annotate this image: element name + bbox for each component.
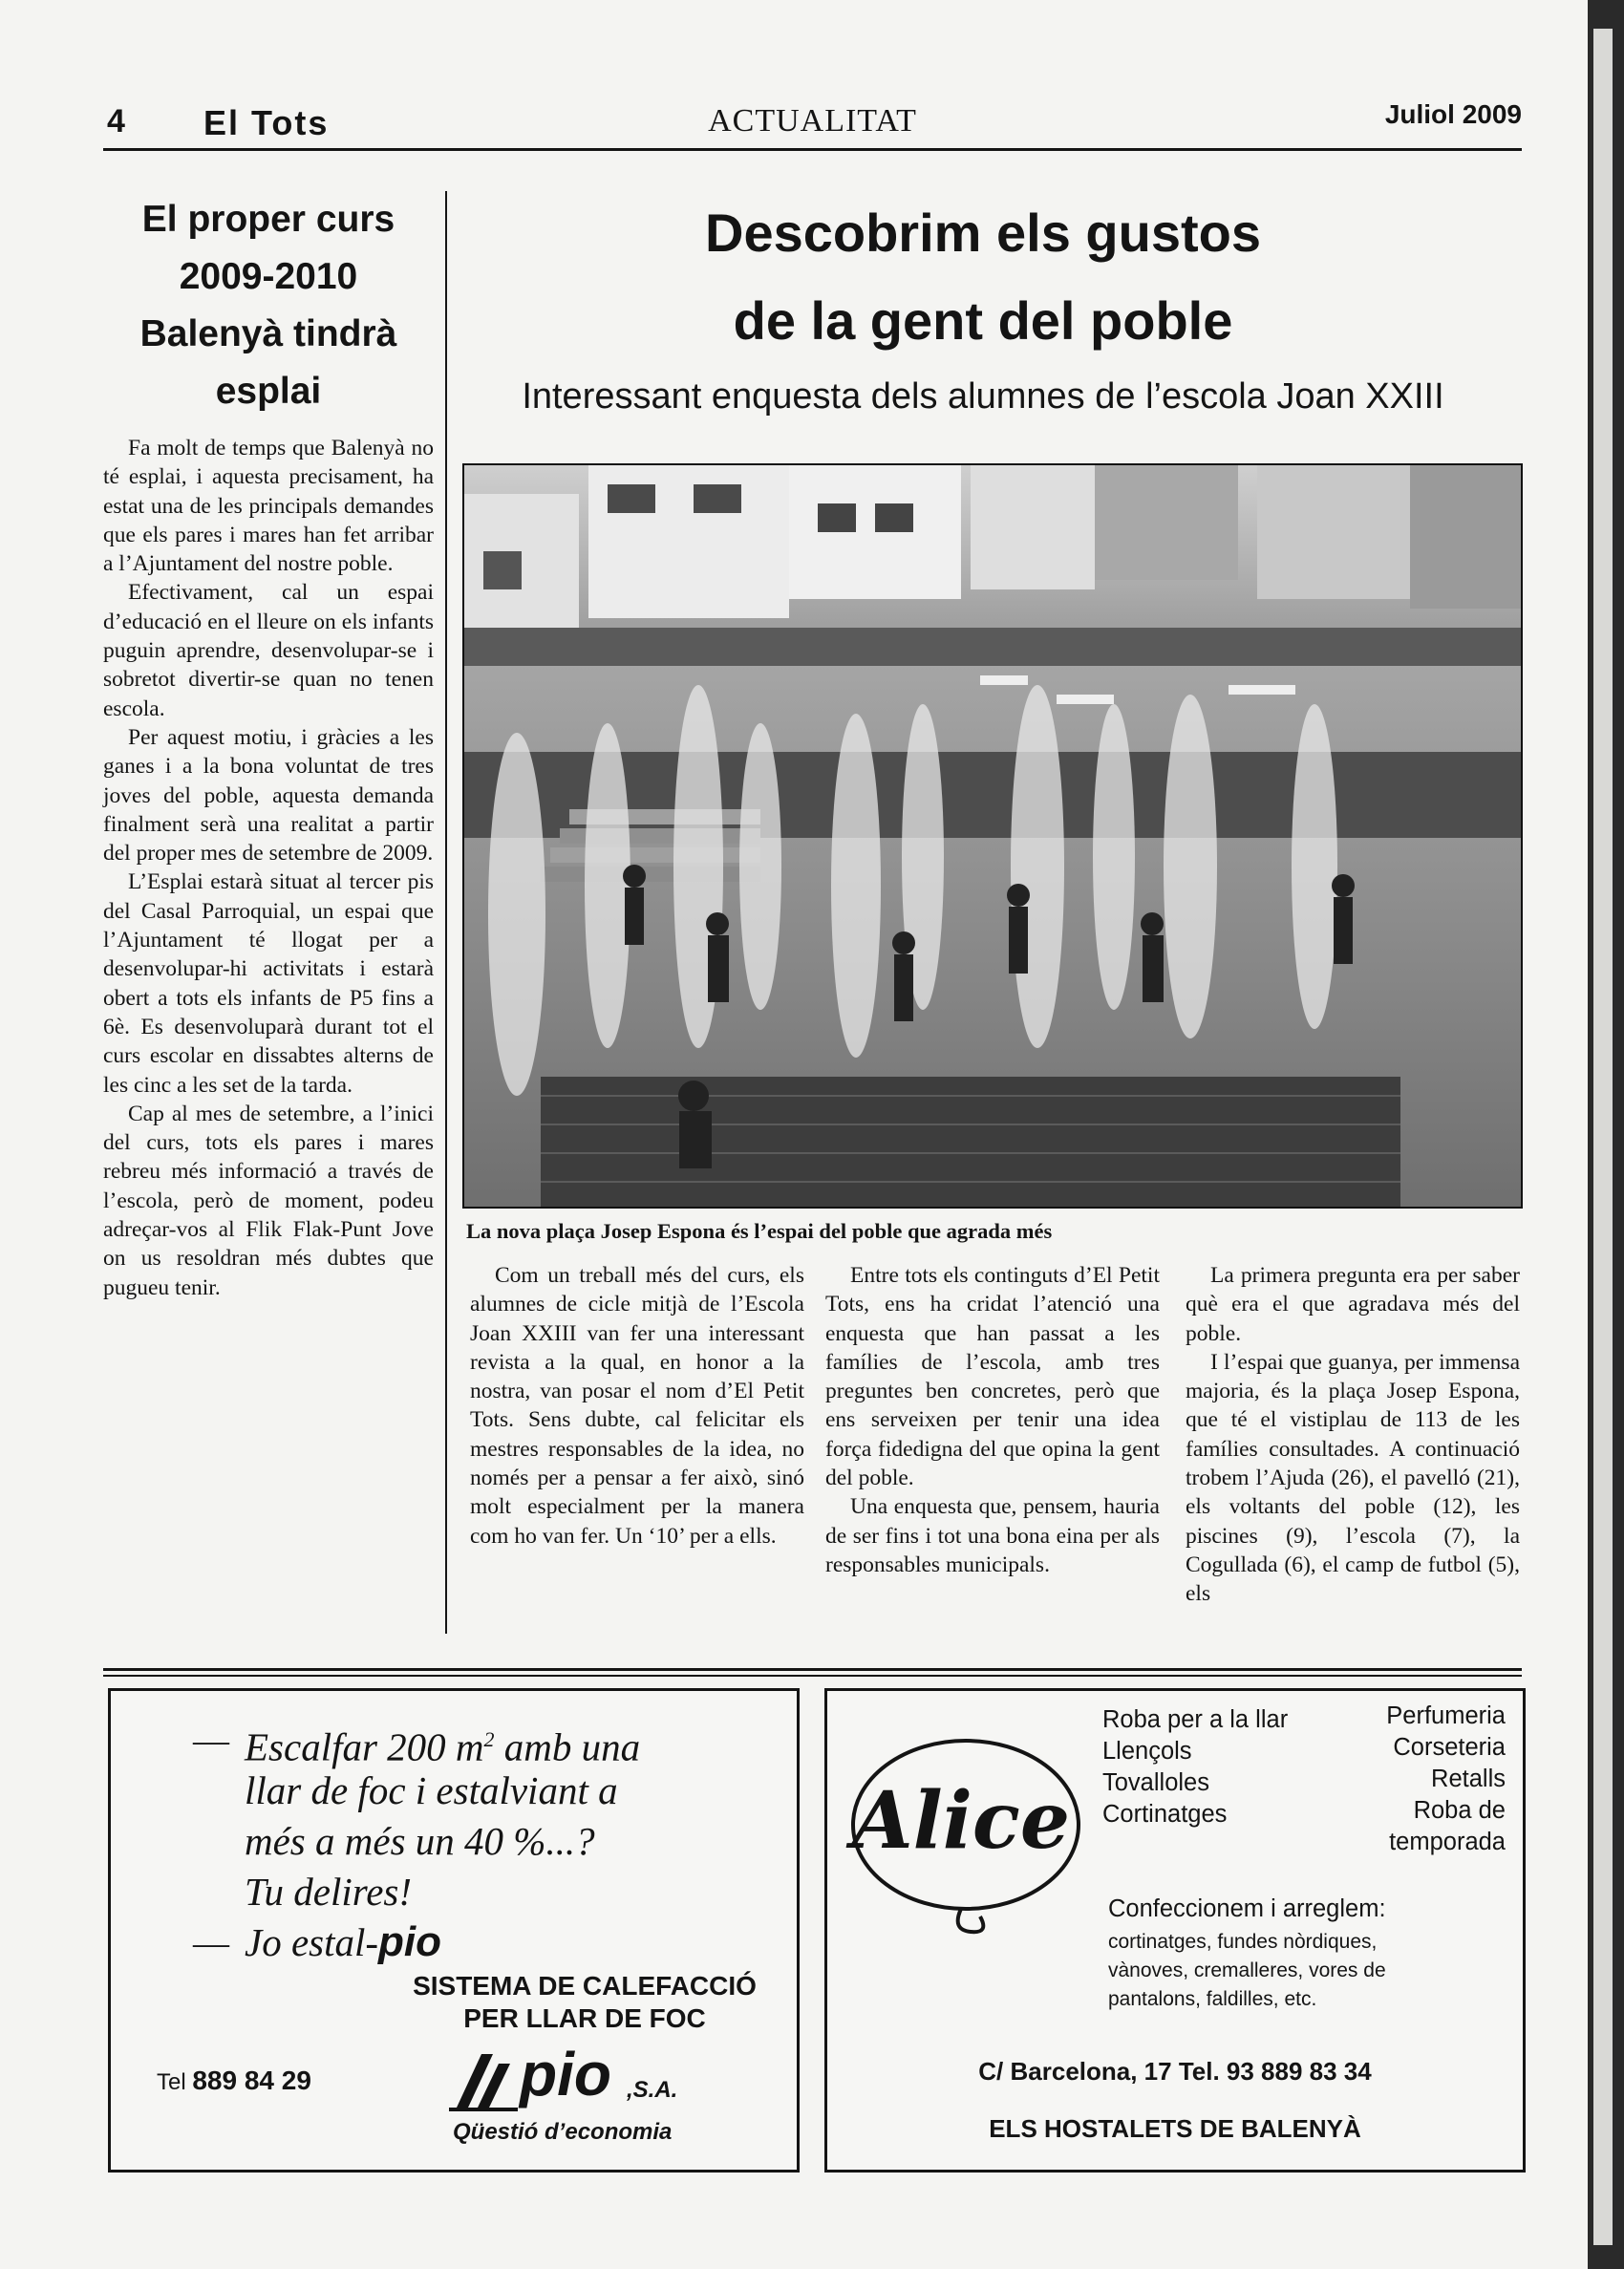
title-line: 2009-2010 [179, 256, 358, 297]
pio-suffix: ,S.A. [627, 2077, 678, 2103]
main-article-subtitle: Interessant enquesta dels alumnes de l’escola Joan XXIII [522, 376, 1444, 417]
system-text [394, 1970, 776, 2035]
ad-line [245, 1716, 640, 1771]
article-column-3 [1186, 1261, 1520, 1609]
plaza-fountain-photo [462, 463, 1523, 1209]
article-paragraph: Per aquest motiu, i gràcies a les ganes i a la bona voluntat de tres joves del poble, aquesta demanda finalment serà una realitat a partir del proper mes de setembre de 2009. [103, 724, 434, 867]
article-paragraph: Fa molt de temps que Balenyà no té esplai, i aquesta precisament, ha estat una de les principals demandes que els pares i mares han fet arribar a l’Ajuntament del nostre poble. [103, 436, 434, 577]
alice-address: C/ Barcelona, 17 Tel. 93 889 83 34 [978, 2057, 1372, 2086]
article-column-1 [470, 1261, 804, 1551]
article-paragraph: La primera pregunta era per saber què era el que agradava més del poble. [1186, 1263, 1520, 1346]
column-divider [445, 191, 447, 1634]
ad-line-part: Escalfar 200 m [245, 1724, 484, 1769]
page-number: 4 [107, 103, 125, 139]
title-line: El proper curs [141, 199, 395, 240]
phone-label: Tel [157, 2069, 186, 2095]
article-paragraph: Cap al mes de setembre, a l’inici del curs, tots els pares i mares rebreu més informació a través de l’escola, però de moment, podeu adreçar-vos al Flik Flak-Punt Jove on us resoldran més dubtes que pugueu tenir. [103, 1101, 434, 1300]
system-line: SISTEMA DE CALEFACCIÓ [413, 1971, 757, 2001]
issue-date: Juliol 2009 [1384, 99, 1522, 129]
pio-arrow-icon [449, 2050, 518, 2111]
article-column-2 [825, 1261, 1160, 1579]
esplai-article [103, 191, 434, 1302]
list-item: Roba per a la llar [1102, 1706, 1289, 1733]
page-header [103, 94, 1522, 149]
list-item: Roba de [1413, 1797, 1506, 1824]
title-line: Balenyà tindrà [139, 313, 397, 354]
next-page-edge [1593, 29, 1613, 2245]
alice-town: ELS HOSTALETS DE BALENYÀ [989, 2114, 1361, 2143]
dash: — [193, 1721, 229, 1761]
title-line: de la gent del poble [733, 290, 1233, 351]
photo-caption: La nova plaça Josep Espona és l’espai del poble que agrada més [466, 1219, 1053, 1243]
pio-brand: pio [520, 2040, 611, 2108]
ad-line: Tu delires! [245, 1870, 413, 1914]
ad-line: llar de foc i estalviant a [245, 1768, 618, 1812]
article-paragraph: Una enquesta que, pensem, hauria de ser fins i tot una bona eina per als responsables municipals. [825, 1494, 1160, 1577]
list-item: Perfumeria [1386, 1702, 1506, 1729]
list-item: Cortinatges [1102, 1801, 1228, 1828]
pio-advertisement [108, 1688, 800, 2173]
services-line: vànoves, cremalleres, vores de [1108, 1959, 1386, 1981]
article-paragraph: Efectivament, cal un espai d’educació en el lleure on els infants puguin aprendre, desenvolupar-se i sobretot divertir-se quan no tenen escola. [103, 580, 434, 721]
section-title: ACTUALITAT [708, 103, 917, 139]
superscript: 2 [483, 1727, 495, 1751]
pio-logo [449, 2040, 736, 2111]
header-rule [103, 148, 1522, 151]
alice-logo-text: Alice [852, 1775, 1071, 1867]
pio-word: pio [378, 1918, 442, 1965]
system-line: PER LLAR DE FOC [463, 2003, 706, 2033]
services-list [1108, 1928, 1386, 2014]
alice-logo [846, 1729, 1085, 1939]
services-line: cortinatges, fundes nòrdiques, [1108, 1931, 1378, 1953]
ads-rule-bottom [103, 1675, 1522, 1677]
phone-number: 889 84 29 [192, 2066, 311, 2095]
list-item: Tovalloles [1102, 1769, 1209, 1796]
article-paragraph: Entre tots els continguts d’El Petit Tots, ens ha cridat l’atenció una enquesta que han passat a les famílies de l’escola, amb tres preguntes ben concretes, però que ens serveixen per tenir una idea força fidedigna del que opina la gent del poble. [825, 1263, 1160, 1491]
list-item: Retalls [1431, 1766, 1506, 1792]
list-item: Llençols [1102, 1738, 1192, 1765]
main-article-title [449, 189, 1517, 365]
services-title: Confeccionem i arreglem: [1108, 1895, 1386, 1922]
title-line: esplai [215, 371, 322, 412]
product-list-left [1102, 1704, 1288, 1830]
article-paragraph: I l’espai que guanya, per immensa majoria, és la plaça Josep Espona, que té el vistiplau de 113 de les famílies consultades. A continuació trobem l’Ajuda (26), el pavelló (21), els voltants del poble (12), les piscines (9), l’escola (7), la Cogullada (6), el camp de futbol (5), els [1186, 1349, 1520, 1607]
title-line: Descobrim els gustos [705, 203, 1261, 263]
alice-advertisement [824, 1688, 1526, 2173]
dash: — [193, 1923, 229, 1963]
list-item: Corseteria [1393, 1734, 1506, 1761]
esplai-article-title [103, 191, 434, 420]
ad-line [245, 1918, 441, 1966]
article-paragraph: Com un treball més del curs, els alumnes de cicle mitjà de l’Escola Joan XXIII van fer una interessant revista a la qual, en honor a la nostra, van posar el nom d’El Petit Tots. Sens dubte, cal felicitar els mestres responsables de la idea, no només per a pensar a fer això, sinó molt especialment per la manera com ho van fer. Un ‘10’ per a ells. [470, 1263, 804, 1549]
pio-tagline: Qüestió d’economia [453, 2119, 673, 2145]
newspaper-name: El Tots [203, 103, 330, 142]
phone [157, 2066, 311, 2096]
services-line: pantalons, faldilles, etc. [1108, 1988, 1317, 2010]
article-paragraph: L’Esplai estarà situat al tercer pis del Casal Parroquial, un espai que l’Ajuntament té llogat per a desenvolupar-hi activitats i estarà obert a tots els infants de P5 fins a 6è. Es desenvoluparà durant tot el curs escolar en dissabtes alterns de les cinc a les set de la tarda. [103, 869, 434, 1098]
product-list-right [1386, 1701, 1506, 1858]
ad-line-part: amb una [494, 1724, 641, 1769]
ad-line: més a més un 40 %...? [245, 1819, 595, 1863]
ad-line-part: Jo estal- [245, 1920, 379, 1964]
ads-rule-top [103, 1668, 1522, 1671]
list-item: temporada [1389, 1829, 1506, 1855]
